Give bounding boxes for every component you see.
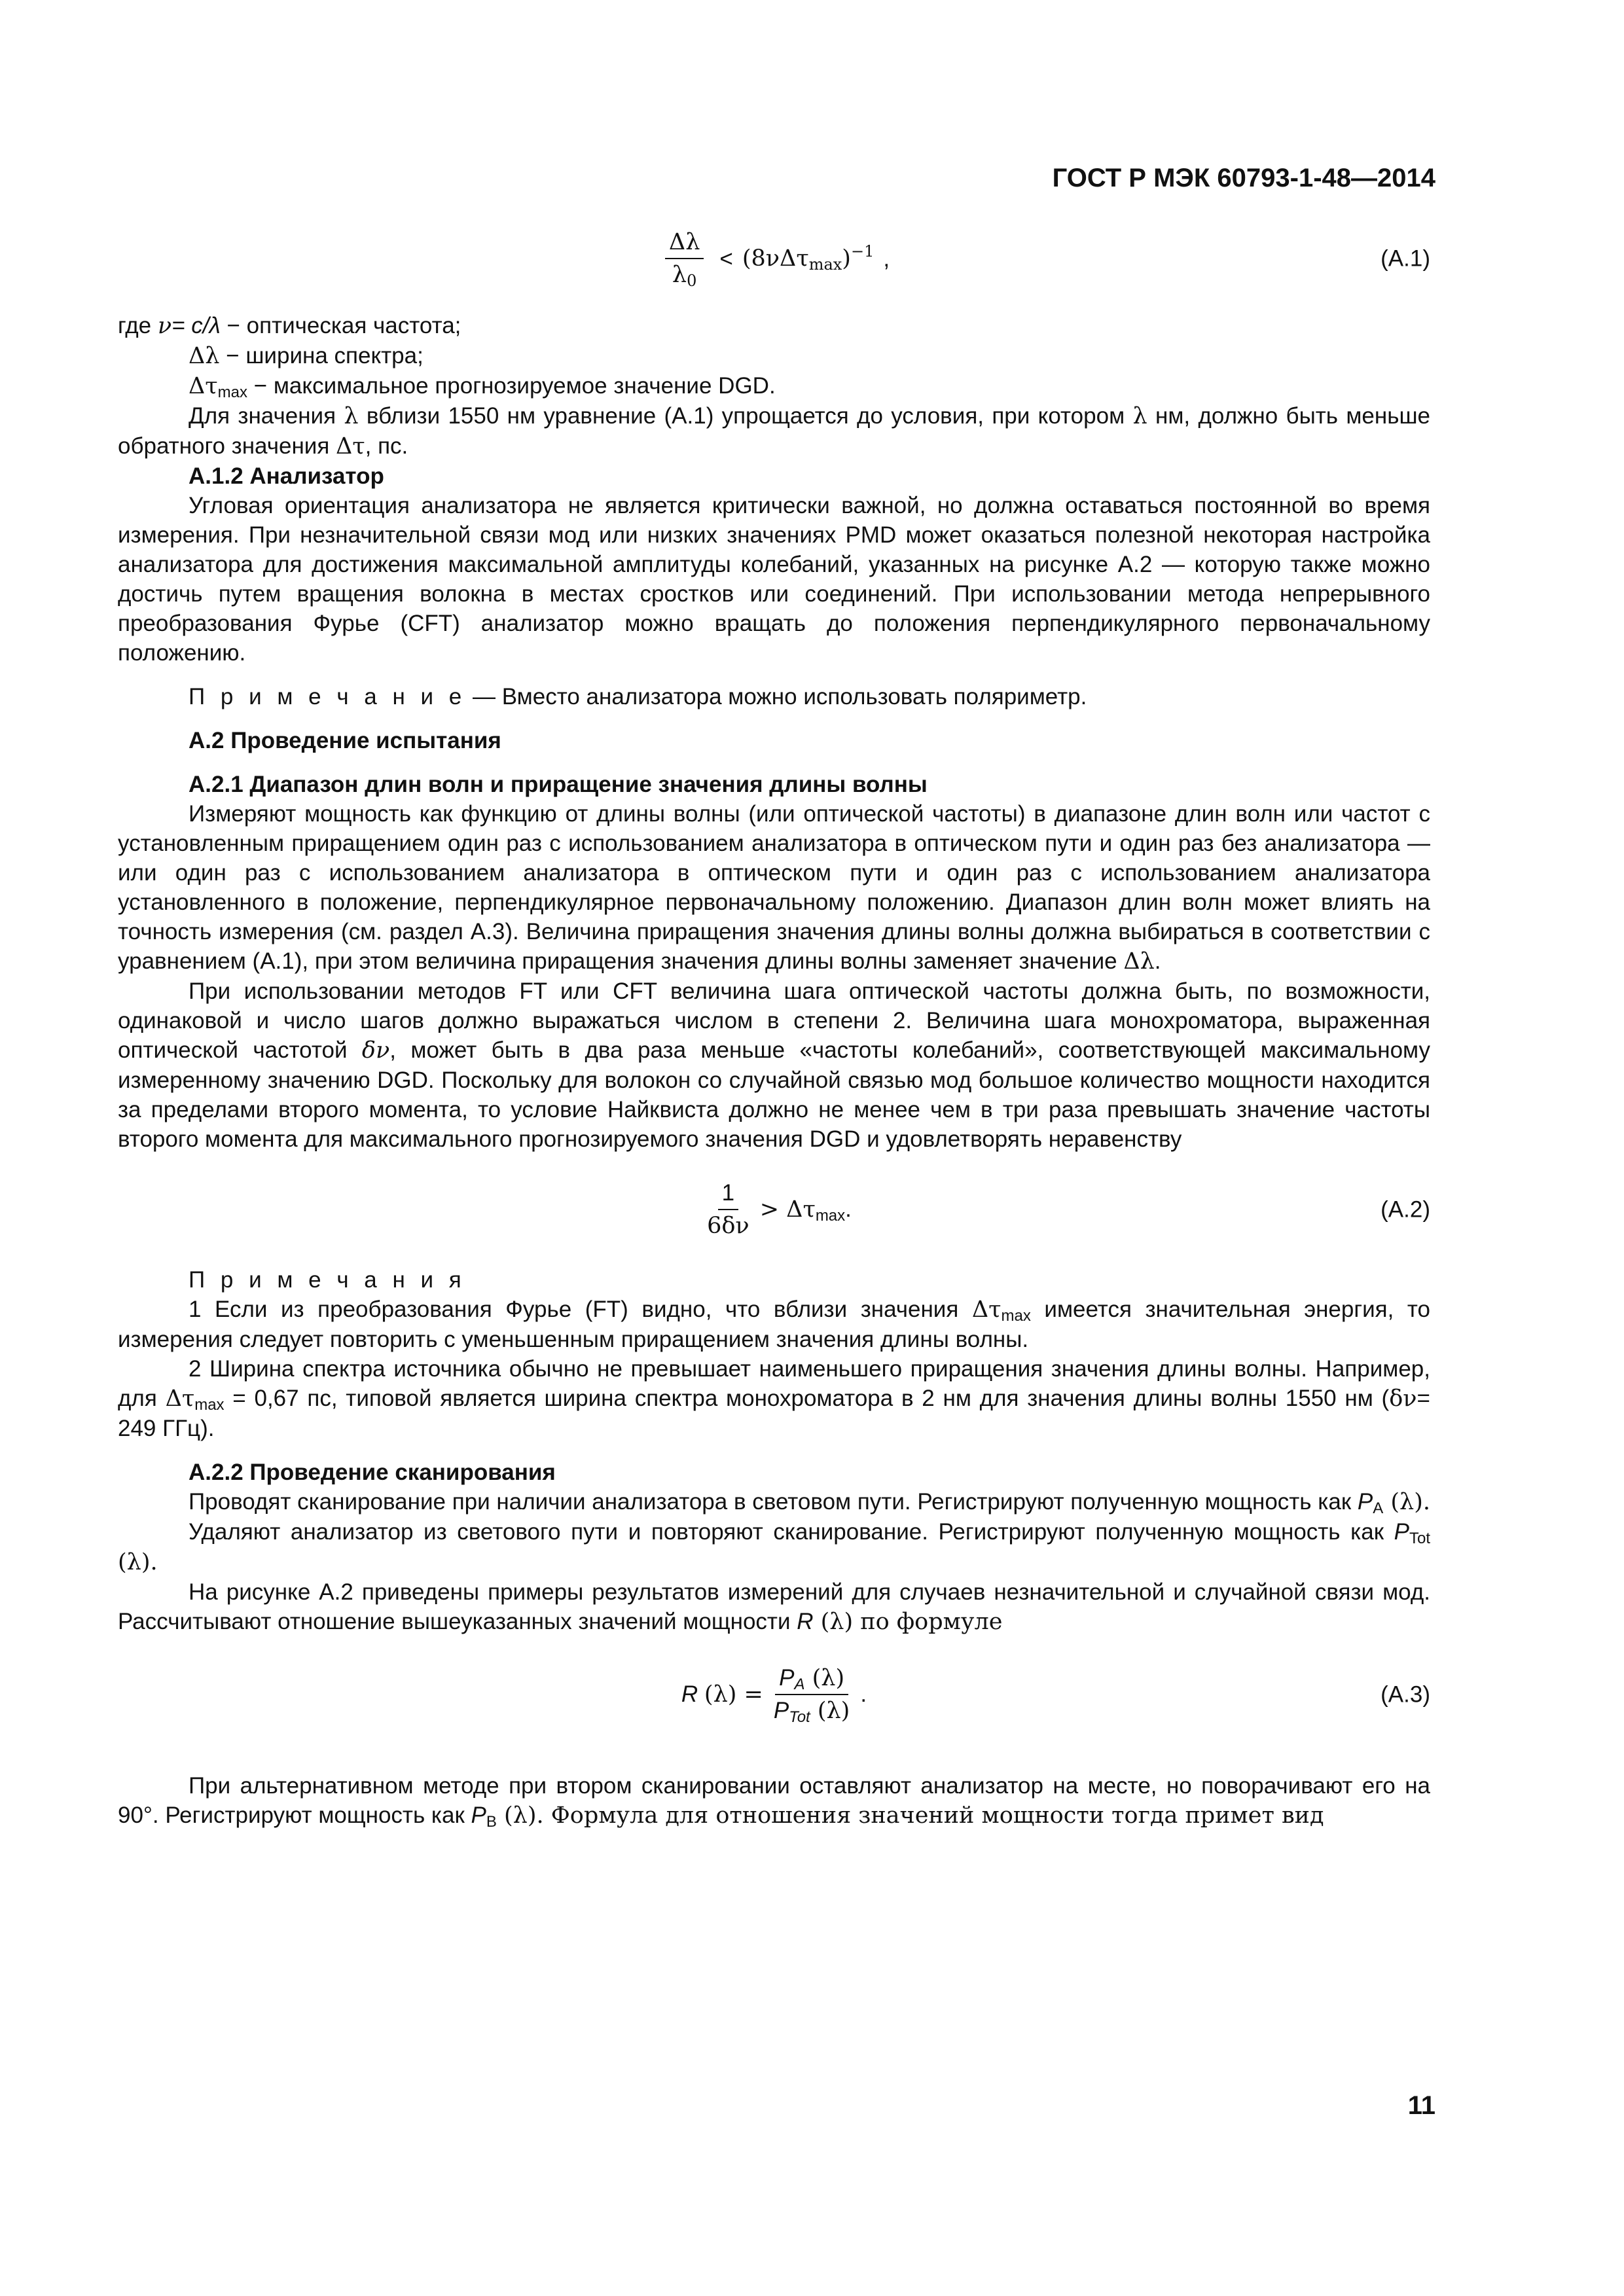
equation-a1-tail: , (883, 245, 890, 272)
equation-a3-lhs-symbol: R (681, 1681, 698, 1707)
heading-a22: A.2.2 Проведение сканирования (189, 1460, 556, 1485)
equation-a3-numerator (775, 1665, 848, 1695)
definition-delta-lambda-text: − ширина спектра; (219, 343, 424, 368)
paragraph-a22-3-text-2: (λ) по формуле (813, 1609, 1003, 1635)
page-number: 11 (1407, 2091, 1435, 2120)
paragraph-a21-2-text-2: , может быть в два раза меньше «частоты колебаний», соответствующей максимальному измеренному значению DGD. Поскольку для волокон со случайной связью мод большое количество мощности находится за пределами второго момента, то условие Найквиста должно не менее чем в три раза превышать значение частоты второго момента для максимального прогнозируемого значения DGD и удовлетворять неравенству (118, 1037, 1431, 1152)
equation-a3-num-sub: A (794, 1675, 805, 1693)
notes-label (118, 1265, 1430, 1295)
paragraph-a22-3-text-1: На рисунке A.2 приведены примеры результатов измерений для случаев незначительной и случайной связи мод. Рассчитывают отношение вышеуказанных значений мощности (118, 1579, 1430, 1634)
paragraph-a21-1-symbol: Δλ (1123, 948, 1155, 975)
paragraph-a21-1 (118, 799, 1430, 977)
equation-a3-num-power: P (779, 1664, 795, 1691)
note-1-text-1: 1 Если из преобразования Фурье (FT) видно, что вблизи значения (189, 1297, 972, 1322)
notes-label-text: П р и м е ч а н и я (189, 1267, 466, 1293)
note-label: П р и м е ч а н и е (189, 684, 467, 709)
note-text: — Вместо анализатора можно использовать поляриметр. (466, 684, 1087, 709)
definition-nu-symbol: ν (157, 313, 172, 339)
paragraph-a21-2-text-1: При использовании методов FT или CFT величина шага оптической частоты должна быть, по возможности, одинаковой и число шагов должно выражаться числом в степени 2. Величина шага монохроматора, выраженная оптической частотой (118, 978, 1430, 1063)
definition-delta-tau-text: − максимальное прогнозируемое значение DGD. (247, 373, 776, 399)
equation-a1-number: (A.1) (1380, 245, 1430, 272)
note-1-text-2: имеется значительная энергия, то измерения следует повторить с уменьшенным приращением значения длины волны. (118, 1297, 1430, 1352)
equation-a3-denominator (770, 1695, 854, 1724)
note-1-sub: max (1001, 1307, 1031, 1325)
equation-a1-rhs-body: (8νΔτ (742, 245, 809, 272)
equation-a3-den-arg: (λ) (810, 1697, 850, 1724)
paragraph-a22-2-power: P (1394, 1519, 1409, 1545)
paragraph-value-text-1: Для значения (189, 403, 344, 429)
equation-a2-numerator: 1 (718, 1180, 738, 1210)
paragraph-value-text-4: , пс. (365, 433, 408, 459)
paragraph-value-symbol-3: Δτ (336, 433, 365, 459)
equation-a1-numerator: Δλ (665, 229, 704, 259)
heading-a2: A.2 Проведение испытания (189, 728, 501, 753)
paragraph-a22-1-text: Проводят сканирование при наличии анализатора в световом пути. Регистрируют полученную мощность как (189, 1489, 1358, 1515)
paragraph-a22-1-power: P (1357, 1489, 1373, 1515)
equation-a1-denominator (668, 259, 700, 288)
paragraph-a22-3 (118, 1577, 1430, 1637)
equation-a2-tail: . (845, 1196, 852, 1222)
equation-a2-sub: max (815, 1207, 846, 1225)
paragraph-a22-2-sub: Tot (1409, 1530, 1430, 1547)
equation-a1-rhs (742, 244, 875, 274)
page-content (118, 226, 1430, 1831)
paragraph-a22-2-arg: (λ). (118, 1549, 158, 1575)
equation-a2-fraction (703, 1180, 753, 1239)
paragraph-a22-1-sub: A (1373, 1499, 1384, 1517)
paragraph-a21-1-end: . (1154, 948, 1161, 974)
document-header: ГОСТ Р МЭК 60793-1-48—2014 (1052, 164, 1435, 192)
definition-delta-lambda (118, 341, 1430, 371)
equation-a1-rhs-close: ) (842, 245, 851, 272)
paragraph-a22-1 (118, 1487, 1430, 1517)
paragraph-a12: Угловая ориентация анализатора не является критически важной, но должна оставаться постоянной во время измерения. При незначительной связи мод или низких значениях PMD может оказаться полезной некоторая настройка анализатора для достижения максимальной амплитуды колебаний, указанных на рисунке A.2 — которую также можно достичь путем вращения волокна в местах сростков или соединений. При использовании метода непрерывного преобразования Фурье (CFT) анализатор можно вращать до положения перпендикулярного первоначальному положению. (118, 493, 1430, 666)
note-2-symbol-2: δν (1389, 1386, 1417, 1412)
paragraph-a22-3-ratio: R (797, 1609, 814, 1634)
equation-a2 (118, 1174, 1430, 1246)
paragraph-value-text-2: вблизи 1550 нм уравнение (A.1) упрощается до условия, при котором (358, 403, 1133, 429)
equation-a1 (118, 226, 1430, 291)
equation-a3-lhs (681, 1679, 763, 1710)
equation-a1-fraction (665, 229, 704, 288)
paragraph-a22-2 (118, 1517, 1430, 1577)
equation-a3 (118, 1657, 1430, 1732)
paragraph-value (118, 401, 1430, 461)
paragraph-a21-2 (118, 977, 1430, 1154)
equation-a2-number: (A.2) (1380, 1196, 1430, 1223)
equation-a1-rhs-sub: max (808, 255, 842, 274)
equation-a2-rhs (760, 1194, 852, 1225)
equation-a1-den-symbol: λ (672, 262, 687, 288)
equation-a3-den-power: P (773, 1697, 789, 1723)
heading-a12: A.1.2 Анализатор (189, 463, 384, 489)
definition-delta-tau-symbol: Δτ (189, 373, 218, 399)
note-2-symbol: Δτ (165, 1386, 195, 1412)
equation-a1-den-sub: 0 (687, 272, 697, 290)
note-2-text-2: = 0,67 пс, типовой является ширина спектра монохроматора в 2 нм для значения длины волны 1550 нм ( (224, 1386, 1390, 1411)
paragraph-final (118, 1771, 1430, 1831)
definition-delta-lambda-symbol: Δλ (189, 343, 220, 369)
definition-nu-text: − оптическая частота; (220, 313, 461, 338)
equation-a2-relation: > Δτ (759, 1196, 816, 1223)
paragraph-final-sub: B (486, 1813, 497, 1831)
equation-a3-fraction (770, 1665, 854, 1724)
note-2 (118, 1354, 1430, 1443)
paragraph-a21-1-text: Измеряют мощность как функцию от длины волны (или оптической частоты) в диапазоне длин волн или частот с установленным приращением один раз с использованием анализатора в оптическом пути и один раз без анализатора — или один раз с использованием анализатора в оптическом пути и один раз с использованием анализатора установленного в положение, перпендикулярное первоначальному положению. Диапазон длин волн может влиять на точность измерения (см. раздел A.3). Величина приращения значения длины волны должна выбираться в соответствии с уравнением (A.1), при этом величина приращения значения длины волны заменяет значение (118, 801, 1430, 974)
paragraph-final-text-1: При альтернативном методе при втором сканировании оставляют анализатор на месте, но поворачивают его на 90°. Регистрируют мощность как (118, 1773, 1430, 1828)
equation-a3-tail: . (860, 1681, 867, 1707)
paragraph-final-text-2: (λ). Формула для отношения значений мощности тогда примет вид (496, 1803, 1324, 1829)
paragraph-a21-2-symbol: δν (361, 1037, 390, 1064)
definition-delta-tau (118, 371, 1430, 401)
equation-a3-den-sub: Tot (789, 1708, 810, 1726)
note-analyzer (118, 682, 1430, 711)
paragraph-value-text-3: нм, должно быть меньше обратного значения (118, 403, 1430, 459)
equation-a3-number: (A.3) (1380, 1681, 1430, 1707)
paragraph-a22-1-arg: (λ). (1383, 1489, 1430, 1515)
paragraph-final-power: P (471, 1803, 486, 1828)
definition-nu (118, 311, 1430, 341)
note-1 (118, 1295, 1430, 1354)
note-2-text-3: = 249 ГГц). (118, 1386, 1430, 1441)
paragraph-a22-2-text: Удаляют анализатор из светового пути и повторяют сканирование. Регистрируют полученную мощность как (189, 1519, 1394, 1545)
equation-a3-lhs-arg: (λ) = (704, 1681, 763, 1708)
equation-a2-denominator: 6δν (707, 1213, 749, 1239)
paragraph-value-symbol-1: λ (344, 403, 359, 429)
heading-a21: A.2.1 Диапазон длин волн и приращение значения длины волны (189, 772, 928, 797)
equation-a1-rhs-sup: −1 (850, 242, 875, 260)
definition-delta-tau-sub: max (217, 384, 247, 401)
equation-a3-num-arg: (λ) (804, 1664, 845, 1691)
paragraph-value-symbol-2: λ (1132, 403, 1147, 429)
definition-nu-formula: = c/λ (171, 313, 221, 338)
definition-prefix: где (118, 313, 152, 338)
note-1-symbol: Δτ (971, 1297, 1001, 1323)
equation-a1-relation: < (719, 245, 733, 272)
note-2-text-1: 2 Ширина спектра источника обычно не превышает наименьшего приращения значения длины волны. Например, для (118, 1356, 1430, 1411)
note-2-sub: max (194, 1396, 225, 1414)
